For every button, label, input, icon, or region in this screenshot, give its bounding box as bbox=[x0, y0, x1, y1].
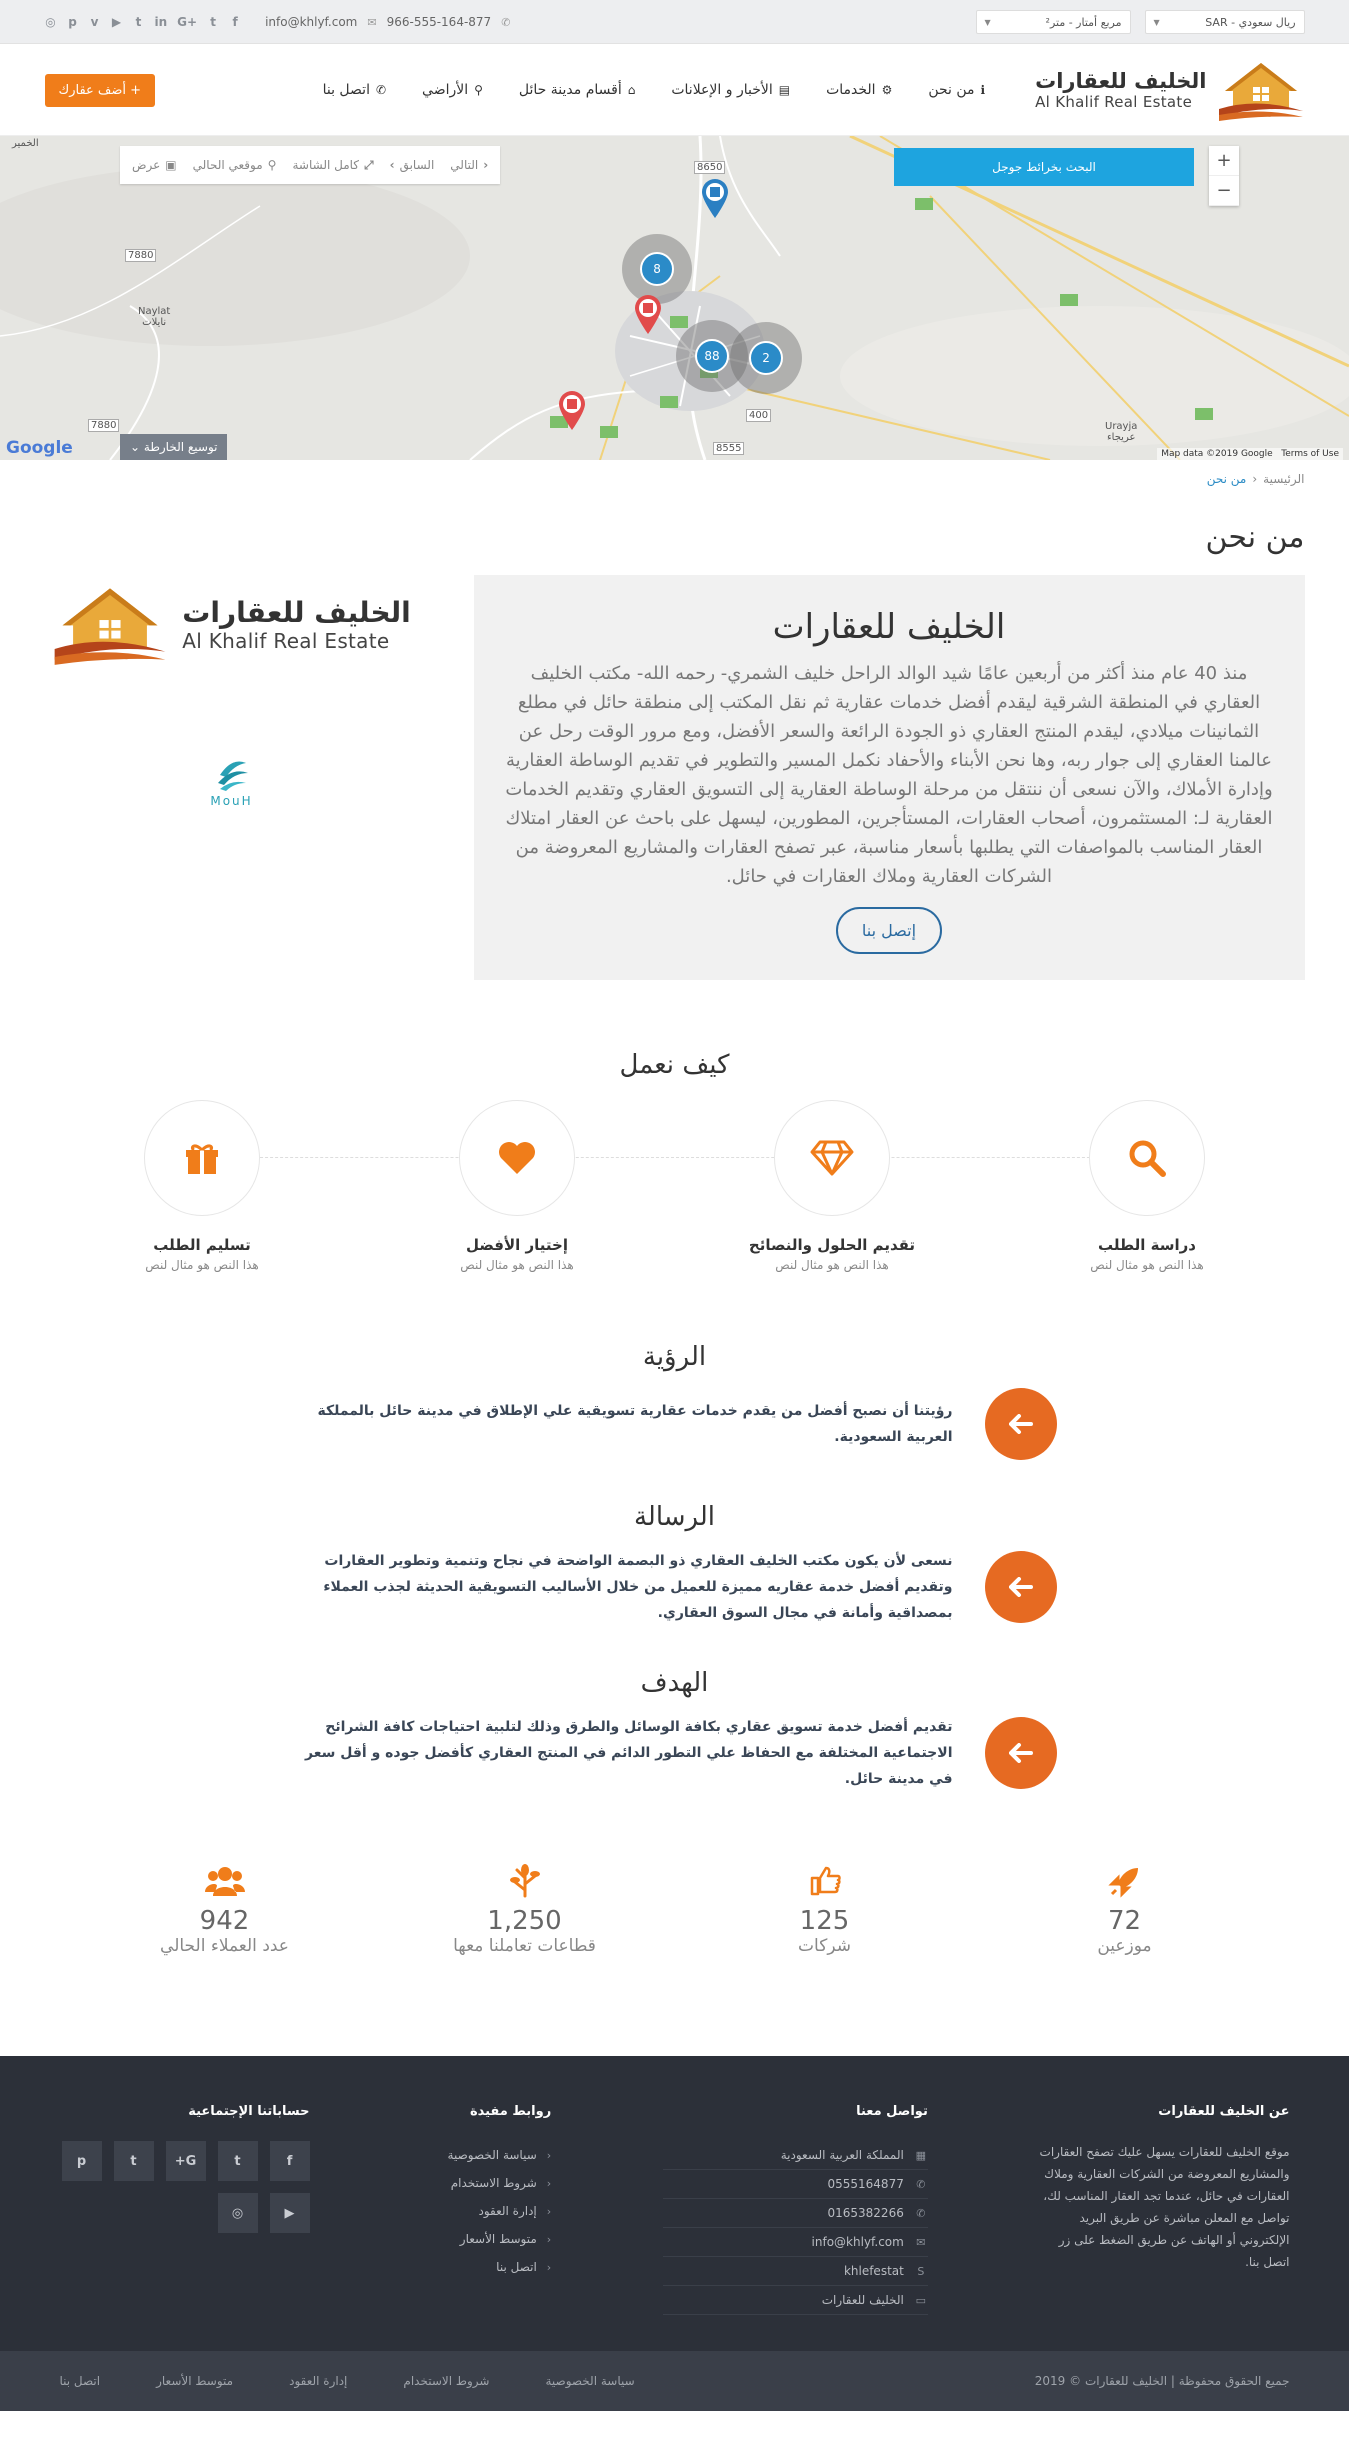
cluster-count: 2 bbox=[749, 341, 783, 375]
footer bbox=[0, 2056, 1349, 2351]
map-view-button[interactable] bbox=[132, 158, 177, 172]
map-credit bbox=[1157, 448, 1343, 460]
map-label-naylat-en: Naylat bbox=[138, 306, 171, 317]
nav-services[interactable] bbox=[826, 82, 892, 98]
house-logo-icon bbox=[1217, 59, 1305, 121]
road-sign: 8555 bbox=[713, 442, 744, 455]
about-body: منذ 40 عام منذ أكثر من أربعين عامًا شيد الوالد الراحل خليف الشمري- رحمه الله- مكتب الخليف العقاري في المنطقة الشرقية ليقدم أفضل خدمات عقارية ثم نقل المكتب إلى منطقة حائل في مطلع الثمانينات ميلادي، ليقدم المنتج العقاري ذو الجودة الرائعة والسعر الأفضل، ومع مرور الوقت رحل عن عالمنا العقاري إلى جوار ربه، وها نحن الأبناء والأحفاد نكمل المسير والتطوير في تقديم الوساطة العقارية وإدارة الأملاك، والآن نسعى أن ننتقل من مرحلة الوساطة العقارية إلى التسويق العقاري وتقديم الخدمات العقارية لـ: المستثمرون، أصحاب العقارات، المستأجرين، المطورين، ليسهل على باحث عن العقار امتلاك العقار المناسب بالمواصفات التي يطلبها بأسعار مناسبة، عبر تصفح العقارات والمشاريع المعروضة من الشركات العقارية وملاك العقارات في حائل. bbox=[505, 663, 1273, 887]
nav-about[interactable] bbox=[928, 82, 985, 98]
vision-mission-section bbox=[45, 1342, 1305, 1792]
chevron-down-icon: ⌄ bbox=[130, 440, 141, 454]
top-social-links bbox=[45, 15, 242, 29]
mission-title: الرسالة bbox=[633, 1502, 716, 1532]
bottom-link[interactable]: إدارة العقود bbox=[289, 2374, 348, 2388]
chevron-down-icon: ▼ bbox=[1153, 17, 1160, 27]
phone-icon: ✆ bbox=[501, 15, 511, 29]
step-title: تقديم الحلول والنصائح bbox=[748, 1236, 916, 1254]
expand-icon: ⤢ bbox=[364, 157, 374, 172]
stat-item bbox=[405, 1864, 645, 1956]
search-icon bbox=[1089, 1100, 1205, 1216]
bottom-bar bbox=[0, 2351, 1349, 2411]
partner-name: MouH bbox=[210, 794, 253, 808]
stat-item bbox=[105, 1864, 345, 1956]
users-icon bbox=[105, 1864, 345, 1902]
step-item bbox=[990, 1100, 1305, 1272]
map-label-naylat bbox=[138, 306, 170, 328]
site-logo[interactable] bbox=[1035, 59, 1304, 121]
facebook-icon[interactable]: f bbox=[232, 15, 238, 29]
about-logos bbox=[45, 575, 419, 808]
footer-link-label: سياسة الخصوصية bbox=[447, 2148, 537, 2162]
footer-contact-row bbox=[663, 2228, 928, 2257]
stat-value: 942 bbox=[199, 1906, 250, 1936]
pinterest-icon[interactable]: p bbox=[62, 2141, 102, 2181]
instagram-icon[interactable]: ◎ bbox=[45, 15, 56, 29]
step-text: هذا النص هو مثال لنص bbox=[775, 1258, 889, 1272]
footer-contact-text[interactable]: الخليف للعقارات bbox=[821, 2293, 904, 2307]
map-data-credit: Map data ©2019 Google bbox=[1161, 449, 1273, 459]
twitter-icon[interactable]: t bbox=[210, 15, 216, 29]
map-view-label: عرض bbox=[132, 158, 161, 172]
building-icon: ▦ bbox=[915, 2148, 927, 2162]
footer-link-label: إدارة العقود bbox=[478, 2204, 537, 2218]
road-sign: 400 bbox=[746, 409, 771, 422]
nav-label: اتصل بنا bbox=[322, 82, 370, 98]
map-toolbar bbox=[120, 146, 500, 184]
google-map-search-button[interactable]: البحث بخرائط جوجل bbox=[894, 148, 1194, 186]
how-we-work-section bbox=[45, 1050, 1305, 1272]
breadcrumb-home[interactable]: الرئيسية bbox=[1263, 472, 1305, 486]
google-logo: Google bbox=[6, 438, 73, 458]
map-my-location-button[interactable] bbox=[193, 158, 277, 172]
chevron-left-icon: ‹ bbox=[1252, 472, 1258, 486]
company-logo-large bbox=[52, 583, 411, 665]
vision-text: رؤيتنا أن نصبح أفضل من يقدم خدمات عقارية تسويقية علي الإطلاق في مدينة حائل بالمملكة العربية السعودية. bbox=[317, 1403, 953, 1445]
map-terms-link[interactable]: Terms of Use bbox=[1281, 449, 1339, 459]
zoom-out-button[interactable]: − bbox=[1209, 176, 1239, 206]
breadcrumb bbox=[45, 460, 1305, 498]
tumblr-icon[interactable]: t bbox=[135, 15, 142, 29]
google-plus-icon[interactable]: G+ bbox=[177, 15, 198, 29]
bottom-link[interactable]: متوسط الأسعار bbox=[156, 2374, 234, 2388]
bottom-links bbox=[60, 2374, 635, 2388]
stat-value: 72 bbox=[1107, 1906, 1142, 1936]
thumbs-up-icon bbox=[705, 1864, 945, 1902]
chevron-down-icon: ▼ bbox=[984, 17, 991, 27]
footer-link-label: اتصل بنا bbox=[496, 2260, 537, 2274]
mouh-logo-icon bbox=[212, 755, 252, 791]
footer-link[interactable] bbox=[421, 2225, 551, 2253]
envelope-icon: ✉ bbox=[367, 15, 377, 29]
about-box bbox=[474, 575, 1305, 980]
footer-contact-row bbox=[663, 2257, 928, 2286]
chevron-left-icon: ‹ bbox=[546, 2148, 552, 2162]
area-unit-select[interactable]: مربع أمتار - متر² ▼ bbox=[976, 10, 1131, 34]
about-section bbox=[45, 575, 1305, 980]
footer-social bbox=[60, 2104, 310, 2315]
leaf-icon bbox=[405, 1864, 645, 1902]
rocket-icon bbox=[1005, 1864, 1245, 1902]
map-marker-icon: ⚲ bbox=[474, 83, 483, 97]
footer-link-label: متوسط الأسعار bbox=[459, 2232, 537, 2246]
footer-contact bbox=[663, 2104, 928, 2315]
bottom-link[interactable]: اتصل بنا bbox=[59, 2374, 101, 2388]
footer-contact-row bbox=[663, 2141, 928, 2170]
nav-label: الأخبار و الإعلانات bbox=[671, 82, 773, 98]
logo-english: Al Khalif Real Estate bbox=[1035, 93, 1193, 111]
partner-logo-mouh bbox=[210, 755, 252, 808]
map-next-button[interactable] bbox=[450, 158, 488, 172]
breadcrumb-current: من نحن bbox=[1206, 472, 1247, 486]
stat-value: 1,250 bbox=[487, 1906, 562, 1936]
step-item bbox=[45, 1100, 360, 1272]
phone-icon: ✆ bbox=[375, 83, 387, 97]
top-bar bbox=[0, 0, 1349, 44]
arrow-left-icon bbox=[985, 1388, 1057, 1460]
step-text: هذا النص هو مثال لنص bbox=[145, 1258, 259, 1272]
map-pin-red[interactable] bbox=[557, 390, 587, 430]
nav-sections[interactable] bbox=[519, 82, 635, 98]
footer-about-title: عن الخليف للعقارات bbox=[1158, 2104, 1290, 2119]
chevron-right-icon: › bbox=[389, 158, 395, 172]
house-logo-icon bbox=[52, 583, 168, 665]
bottom-link[interactable]: شروط الاستخدام bbox=[403, 2374, 490, 2388]
footer-contact-text[interactable]: info@khlyf.com bbox=[811, 2235, 904, 2249]
top-contact bbox=[265, 15, 511, 29]
logo-arabic: الخليف للعقارات bbox=[1035, 69, 1207, 93]
stat-label: موزعين bbox=[1097, 1936, 1152, 1956]
step-text: هذا النص هو مثال لنص bbox=[1090, 1258, 1204, 1272]
bottom-link[interactable]: سياسة الخصوصية bbox=[545, 2374, 635, 2388]
footer-about bbox=[1040, 2104, 1290, 2315]
map-next-label: التالي bbox=[450, 158, 479, 172]
nav-label: الخدمات bbox=[826, 82, 876, 98]
page-title: من نحن bbox=[1205, 520, 1305, 555]
nav-news[interactable] bbox=[671, 82, 790, 98]
vision-block bbox=[45, 1342, 1305, 1460]
map-zoom-controls bbox=[1209, 146, 1239, 206]
map-pin-red[interactable] bbox=[633, 294, 663, 334]
stat-label: قطاعات تعاملنا معها bbox=[453, 1936, 596, 1956]
gift-icon bbox=[144, 1100, 260, 1216]
chevron-left-icon: ‹ bbox=[546, 2176, 552, 2190]
image-icon: ▣ bbox=[165, 158, 177, 172]
cogs-icon: ⚙ bbox=[881, 83, 893, 97]
mission-block bbox=[45, 1502, 1305, 1626]
currency-select[interactable]: ريال سعودي - SAR ▼ bbox=[1145, 10, 1305, 34]
map-label-urayja bbox=[1105, 421, 1137, 443]
how-title: كيف نعمل bbox=[619, 1050, 730, 1080]
map-marker-icon: ⚲ bbox=[267, 158, 277, 172]
footer-contact-row bbox=[663, 2170, 928, 2199]
footer-links-title: روابط مفيدة bbox=[469, 2104, 552, 2119]
cluster-count: 88 bbox=[695, 339, 729, 373]
facebook-icon[interactable]: f bbox=[270, 2141, 310, 2181]
map-fullscreen-button[interactable] bbox=[292, 158, 373, 173]
steps bbox=[45, 1100, 1305, 1272]
footer-social-title: حساباتنا الإجتماعية bbox=[188, 2104, 310, 2119]
nav-label: الأراضي bbox=[422, 82, 469, 98]
cluster-count: 8 bbox=[640, 252, 674, 286]
footer-contact-row bbox=[663, 2199, 928, 2228]
footer-contact-title: تواصل معنا bbox=[856, 2104, 928, 2119]
top-email-link[interactable]: info@khlyf.com bbox=[265, 15, 358, 29]
footer-link[interactable] bbox=[421, 2197, 551, 2225]
map-prev-label: السابق bbox=[399, 158, 435, 172]
stat-item bbox=[705, 1864, 945, 1956]
pinterest-icon[interactable]: p bbox=[68, 15, 77, 29]
map-label-alkhamir: الخمير bbox=[12, 138, 39, 149]
map-label-naylat-ar: نايلات bbox=[142, 317, 167, 328]
map[interactable] bbox=[0, 136, 1349, 460]
step-title: تسليم الطلب bbox=[153, 1236, 251, 1254]
linkedin-icon[interactable]: in bbox=[154, 15, 168, 29]
map-label-urayja-en: Urayja bbox=[1105, 421, 1138, 432]
footer-link-label: شروط الاستخدام bbox=[450, 2176, 537, 2190]
footer-contact-text[interactable]: khlefestat bbox=[843, 2264, 904, 2278]
phone-icon: ✆ bbox=[916, 2177, 926, 2191]
step-title: إختيار الأفضل bbox=[466, 1236, 568, 1254]
instagram-icon[interactable]: ◎ bbox=[218, 2193, 258, 2233]
road-sign: 7880 bbox=[125, 249, 156, 262]
envelope-icon: ✉ bbox=[916, 2235, 926, 2249]
chevron-left-icon: ‹ bbox=[546, 2204, 552, 2218]
zoom-in-button[interactable]: + bbox=[1209, 146, 1239, 176]
logo-english: Al Khalif Real Estate bbox=[182, 628, 390, 653]
footer-links bbox=[421, 2104, 551, 2315]
map-cluster[interactable] bbox=[730, 322, 802, 394]
footer-link[interactable] bbox=[421, 2253, 551, 2281]
footer-contact-text[interactable]: المملكة العربية السعودية bbox=[780, 2148, 904, 2162]
step-text: هذا النص هو مثال لنص bbox=[460, 1258, 574, 1272]
footer-link[interactable] bbox=[421, 2141, 551, 2169]
nav-label: من نحن bbox=[928, 82, 975, 98]
chevron-left-icon: ‹ bbox=[546, 2260, 552, 2274]
expand-map-button[interactable] bbox=[120, 434, 227, 460]
footer-about-text: موقع الخليف للعقارات يسهل عليك تصفح العقارات والمشاريع المعروضة من الشركات العقارية وملاك العقارات في حائل، عندما تجد العقار المناسب لك، تواصل مع المعلن مباشرة عن طريق البريد الإلكتروني أو الهاتف عن طريق الضغط على زر اتصل بنا. bbox=[1039, 2145, 1290, 2269]
skype-icon: S bbox=[917, 2264, 925, 2278]
footer-contact-row bbox=[663, 2286, 928, 2315]
logo-arabic: الخليف للعقارات bbox=[182, 595, 411, 629]
vision-title: الرؤية bbox=[642, 1342, 707, 1372]
footer-link[interactable] bbox=[421, 2169, 551, 2197]
tumblr-icon[interactable]: t bbox=[114, 2141, 154, 2181]
step-item bbox=[360, 1100, 675, 1272]
footer-contact-text[interactable]: 0165382266 bbox=[827, 2206, 904, 2220]
twitter-icon[interactable]: t bbox=[218, 2141, 258, 2181]
newspaper-icon: ▤ bbox=[778, 83, 791, 97]
main-nav bbox=[323, 82, 986, 98]
diamond-icon bbox=[774, 1100, 890, 1216]
nav-label: أقسام مدينة حائل bbox=[518, 82, 622, 98]
map-prev-button[interactable] bbox=[390, 158, 435, 172]
main-header bbox=[0, 44, 1349, 136]
youtube-icon[interactable]: ▶ bbox=[270, 2193, 310, 2233]
desktop-icon: ▭ bbox=[915, 2293, 927, 2307]
map-label-urayja-ar: عريجاء bbox=[1106, 432, 1136, 443]
expand-map-label: توسيع الخارطة bbox=[143, 440, 218, 454]
vimeo-icon[interactable]: v bbox=[90, 15, 99, 29]
road-sign: 7880 bbox=[88, 419, 119, 432]
chevron-left-icon: ‹ bbox=[546, 2232, 552, 2246]
road-sign: 8650 bbox=[694, 161, 725, 174]
add-property-button[interactable]: + أضف عقارك bbox=[45, 74, 156, 107]
stat-item bbox=[1005, 1864, 1245, 1956]
nav-lands[interactable] bbox=[422, 82, 483, 98]
arrow-left-icon bbox=[985, 1551, 1057, 1623]
nav-contact[interactable] bbox=[323, 82, 386, 98]
top-phone-link[interactable]: 966-555-164-877 bbox=[386, 15, 492, 29]
phone-icon: ✆ bbox=[916, 2206, 926, 2220]
map-fullscreen-label: كامل الشاشة bbox=[292, 158, 360, 172]
mission-text: نسعى لأن يكون مكتب الخليف العقاري ذو البصمة الواضحة في نجاح وتنمية وتطوير العقارات وتقديم أفضل خدمة عقاريه مميزة للعميل من خلال الأساليب التسويقية الحديثة لجذب العملاء بمصداقية وأمانة في مجال السوق العقاري. bbox=[323, 1553, 953, 1621]
goal-block bbox=[45, 1668, 1305, 1792]
goal-title: الهدف bbox=[640, 1668, 709, 1698]
contact-us-button[interactable]: إتصل بنا bbox=[836, 907, 942, 954]
home-icon: ⌂ bbox=[627, 83, 636, 97]
youtube-icon[interactable]: ▶ bbox=[111, 15, 122, 29]
goal-text: تقديم أفضل خدمة تسويق عقاري بكافة الوسائل والطرق وذلك لتلبية احتياجات كافة الشرائح الاجتماعية المختلفة مع الحفاظ علي التطور الدائم في المنتج العقاري كأفضل جوده و أقل سعر في مدينة حائل. bbox=[304, 1719, 953, 1787]
google-plus-icon[interactable]: G+ bbox=[166, 2141, 206, 2181]
step-title: دراسة الطلب bbox=[1098, 1236, 1196, 1254]
heart-icon bbox=[459, 1100, 575, 1216]
stat-label: شركات bbox=[798, 1936, 851, 1956]
stat-label: عدد العملاء الحالي bbox=[160, 1936, 289, 1956]
step-item bbox=[675, 1100, 990, 1272]
info-icon: ℹ bbox=[980, 83, 986, 97]
copyright: جميع الحقوق محفوظة | الخليف للعقارات © 2019 bbox=[1034, 2374, 1290, 2388]
about-heading: الخليف للعقارات bbox=[772, 607, 1006, 647]
arrow-left-icon bbox=[985, 1717, 1057, 1789]
stat-value: 125 bbox=[799, 1906, 850, 1936]
footer-contact-text[interactable]: 0555164877 bbox=[827, 2177, 904, 2191]
chevron-left-icon: ‹ bbox=[483, 158, 489, 172]
map-location-label: موقعي الحالي bbox=[192, 158, 263, 172]
stats-section bbox=[45, 1834, 1305, 2056]
map-pin-blue[interactable] bbox=[700, 178, 730, 218]
